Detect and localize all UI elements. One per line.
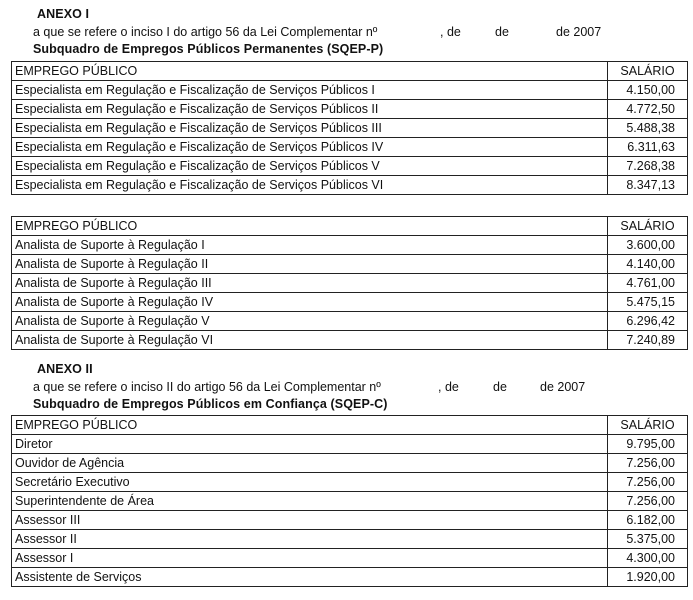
table-row <box>12 236 688 255</box>
anexo-2-table-confianca <box>11 415 688 587</box>
salario-cell: 6.311,63 <box>608 138 688 157</box>
emprego-cell: Superintendente de Área <box>12 492 608 511</box>
anexo-2-title: ANEXO II <box>37 362 93 376</box>
anexo-2-reference-text: a que se refere o inciso II do artigo 56 da Lei Complementar nº <box>33 380 381 394</box>
salario-cell: 1.920,00 <box>608 568 688 587</box>
salario-cell: 7.268,38 <box>608 157 688 176</box>
emprego-cell: Analista de Suporte à Regulação V <box>12 312 608 331</box>
salario-cell: 4.761,00 <box>608 274 688 293</box>
anexo-2-subtitle: Subquadro de Empregos Públicos em Confiança (SQEP-C) <box>33 397 388 411</box>
salario-cell: 7.240,89 <box>608 331 688 350</box>
salario-cell: 7.256,00 <box>608 473 688 492</box>
salario-cell: 7.256,00 <box>608 454 688 473</box>
anexo-1-subtitle: Subquadro de Empregos Públicos Permanentes (SQEP-P) <box>33 42 384 56</box>
header-emprego-publico: EMPREGO PÚBLICO <box>12 217 608 236</box>
anexo-1-reference-line <box>33 25 673 41</box>
anexo-2-year: de 2007 <box>540 380 586 394</box>
anexo-2-de: de <box>493 380 507 394</box>
table-row <box>12 473 688 492</box>
table-row <box>12 119 688 138</box>
table-row <box>12 81 688 100</box>
emprego-cell: Assessor I <box>12 549 608 568</box>
emprego-cell: Secretário Executivo <box>12 473 608 492</box>
table-row <box>12 530 688 549</box>
table-row <box>12 331 688 350</box>
table-row <box>12 492 688 511</box>
emprego-cell: Especialista em Regulação e Fiscalização de Serviços Públicos V <box>12 157 608 176</box>
table-row <box>12 511 688 530</box>
salario-cell: 5.475,15 <box>608 293 688 312</box>
anexo-1-comma-de: , de <box>440 25 461 39</box>
table-row <box>12 435 688 454</box>
salario-cell: 4.772,50 <box>608 100 688 119</box>
anexo-2-comma-de: , de <box>438 380 459 394</box>
emprego-cell: Especialista em Regulação e Fiscalização de Serviços Públicos VI <box>12 176 608 195</box>
emprego-cell: Especialista em Regulação e Fiscalização de Serviços Públicos III <box>12 119 608 138</box>
salario-cell: 4.150,00 <box>608 81 688 100</box>
emprego-cell: Ouvidor de Agência <box>12 454 608 473</box>
salario-cell: 7.256,00 <box>608 492 688 511</box>
salario-cell: 9.795,00 <box>608 435 688 454</box>
table-header-row <box>12 416 688 435</box>
salario-cell: 5.375,00 <box>608 530 688 549</box>
anexo-2-reference-line <box>33 380 673 396</box>
header-salario: SALÁRIO <box>608 62 688 81</box>
table-row <box>12 568 688 587</box>
table-row <box>12 138 688 157</box>
emprego-cell: Analista de Suporte à Regulação I <box>12 236 608 255</box>
anexo-1-year: de 2007 <box>556 25 602 39</box>
emprego-cell: Analista de Suporte à Regulação VI <box>12 331 608 350</box>
salario-cell: 6.182,00 <box>608 511 688 530</box>
emprego-cell: Assessor III <box>12 511 608 530</box>
emprego-cell: Assistente de Serviços <box>12 568 608 587</box>
emprego-cell: Diretor <box>12 435 608 454</box>
header-emprego-publico: EMPREGO PÚBLICO <box>12 62 608 81</box>
table-row <box>12 157 688 176</box>
emprego-cell: Analista de Suporte à Regulação IV <box>12 293 608 312</box>
header-salario: SALÁRIO <box>608 217 688 236</box>
salario-cell: 4.140,00 <box>608 255 688 274</box>
anexo-1-table-analista <box>11 216 688 350</box>
anexo-1-de: de <box>495 25 509 39</box>
table-row <box>12 454 688 473</box>
salario-cell: 5.488,38 <box>608 119 688 138</box>
salario-cell: 3.600,00 <box>608 236 688 255</box>
emprego-cell: Especialista em Regulação e Fiscalização de Serviços Públicos I <box>12 81 608 100</box>
table-row <box>12 100 688 119</box>
table-row <box>12 549 688 568</box>
header-emprego-publico: EMPREGO PÚBLICO <box>12 416 608 435</box>
emprego-cell: Analista de Suporte à Regulação II <box>12 255 608 274</box>
table-row <box>12 255 688 274</box>
emprego-cell: Especialista em Regulação e Fiscalização de Serviços Públicos II <box>12 100 608 119</box>
salario-cell: 4.300,00 <box>608 549 688 568</box>
table-header-row <box>12 217 688 236</box>
emprego-cell: Assessor II <box>12 530 608 549</box>
anexo-1-title: ANEXO I <box>37 7 90 21</box>
emprego-cell: Analista de Suporte à Regulação III <box>12 274 608 293</box>
header-salario: SALÁRIO <box>608 416 688 435</box>
salario-cell: 8.347,13 <box>608 176 688 195</box>
table-row <box>12 312 688 331</box>
emprego-cell: Especialista em Regulação e Fiscalização de Serviços Públicos IV <box>12 138 608 157</box>
anexo-1-table-especialista <box>11 61 688 195</box>
anexo-1-reference-text: a que se refere o inciso I do artigo 56 da Lei Complementar nº <box>33 25 378 39</box>
salario-cell: 6.296,42 <box>608 312 688 331</box>
table-row <box>12 176 688 195</box>
table-row <box>12 274 688 293</box>
table-row <box>12 293 688 312</box>
table-header-row <box>12 62 688 81</box>
